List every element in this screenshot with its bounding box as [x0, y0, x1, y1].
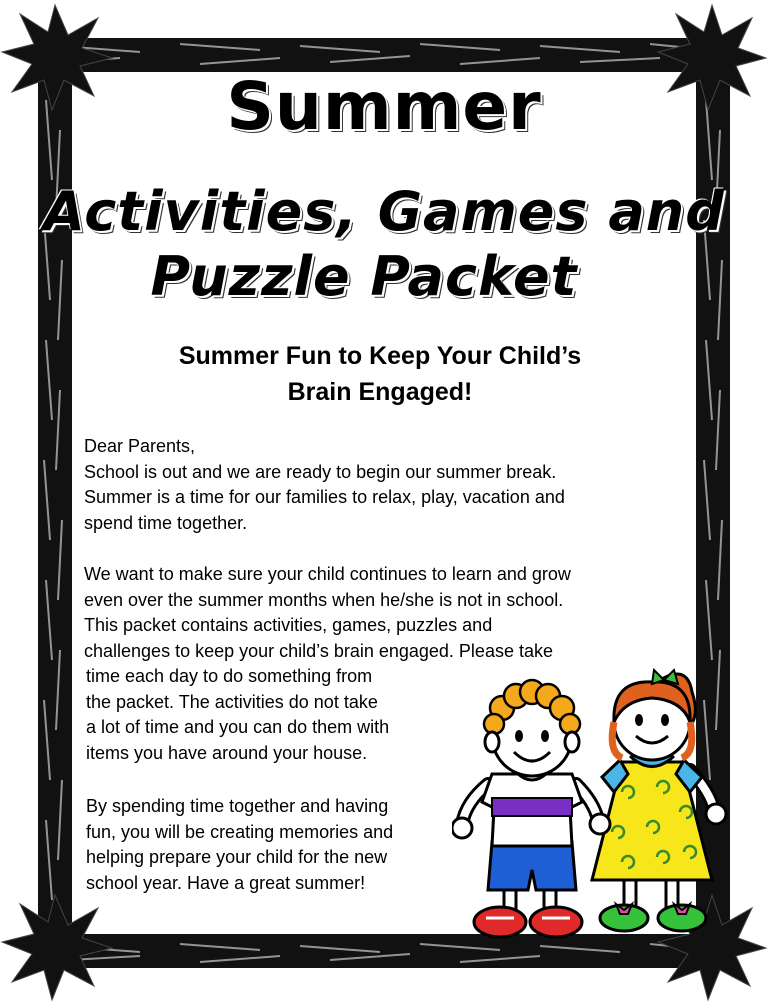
letter-line: challenges to keep your child’s brain engaged. Please take [84, 640, 553, 661]
subtitle-line-2: Brain Engaged! [287, 378, 473, 406]
letter-paragraph-3 [86, 794, 466, 896]
page-title: Summer [226, 68, 542, 145]
letter-line: This packet contains activities, games, puzzles and [84, 615, 493, 635]
letter-greeting: Dear Parents, [84, 436, 196, 456]
letter-line: school year. Have a great summer! [86, 872, 366, 893]
letter-line: the packet. The activities do not take [86, 691, 378, 712]
boy-figure [452, 680, 610, 937]
letter-line: items you have around your house. [86, 742, 368, 763]
letter-line: Summer is a time for our families to relax, play, vacation and [84, 487, 565, 507]
subtitle [90, 338, 670, 410]
letter-line: fun, you will be creating memories and [86, 821, 394, 842]
letter-line: helping prepare your child for the new [86, 847, 388, 867]
letter-line: even over the summer months when he/she is not in school. [84, 589, 564, 610]
girl-figure [592, 670, 726, 931]
letter-line: School is out and we are ready to begin our summer break. [84, 461, 557, 482]
letter-line: a lot of time and you can do them with [86, 717, 390, 737]
letter-line: time each day to do something from [86, 666, 373, 686]
letter-line: spend time together. [84, 512, 248, 533]
title-line-2: Activities, Games and [43, 180, 725, 243]
letter-paragraph-2 [84, 562, 674, 664]
kids-illustration [452, 652, 732, 952]
letter-paragraph-2-cont [86, 664, 466, 766]
letter-line: We want to make sure your child continues to learn and grow [84, 564, 571, 584]
letter-paragraph-1 [84, 434, 704, 536]
splat-corner-icon [2, 895, 112, 1000]
title-line-3: Puzzle Packet [150, 245, 578, 308]
letter-line: By spending time together and having [86, 796, 389, 816]
subtitle-line-1: Summer Fun to Keep Your Child’s [178, 342, 582, 370]
